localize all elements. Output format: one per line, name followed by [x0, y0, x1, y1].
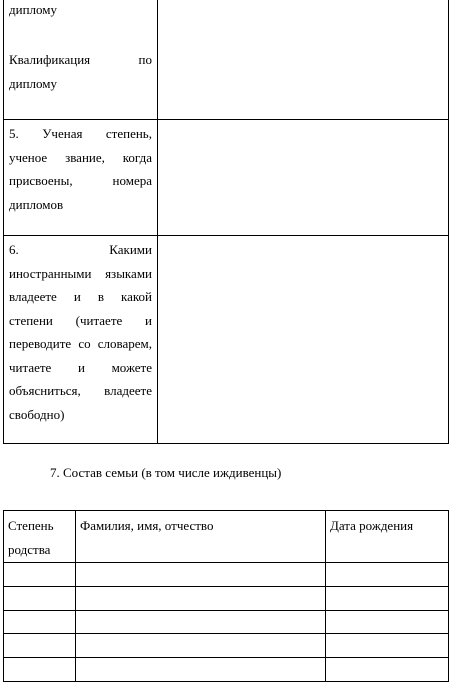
- family-cell[interactable]: [326, 563, 449, 587]
- form-label-line: 5. Ученая степень,: [9, 126, 152, 141]
- family-cell[interactable]: [4, 563, 76, 587]
- family-cell[interactable]: [4, 586, 76, 610]
- family-cell[interactable]: [76, 563, 326, 587]
- form-answer-cell[interactable]: [158, 236, 449, 444]
- family-cell[interactable]: [326, 634, 449, 658]
- form-label-line: диплому: [9, 75, 57, 91]
- qualification-word: Квалификация: [9, 52, 91, 67]
- family-cell[interactable]: [326, 658, 449, 682]
- family-table-header-row: [4, 511, 449, 563]
- form-label-cell: [4, 120, 158, 236]
- family-cell[interactable]: [326, 610, 449, 634]
- form-label-line: ученое звание, когда: [9, 149, 152, 165]
- personal-form-table: [3, 0, 449, 444]
- form-label-cell: [4, 236, 158, 444]
- qualification-po: по: [138, 52, 152, 67]
- form-label-line: диплому: [9, 2, 57, 17]
- form-label-line: [9, 48, 152, 72]
- column-header-full-name: Фамилия, имя, отчество: [80, 518, 214, 533]
- family-table: [3, 510, 449, 682]
- family-cell[interactable]: [76, 586, 326, 610]
- table-row: [4, 634, 449, 658]
- form-answer-cell[interactable]: [158, 120, 449, 236]
- form-label-line: 6. Какими: [9, 242, 152, 257]
- form-label-line: объясниться, владеете: [9, 383, 152, 398]
- family-section-heading: 7. Состав семьи (в том числе иждивенцы): [50, 465, 282, 480]
- family-cell[interactable]: [4, 658, 76, 682]
- table-row: [4, 586, 449, 610]
- form-answer-cell[interactable]: [158, 0, 449, 120]
- form-label-line: читаете и можете: [9, 359, 152, 375]
- form-row-qualification: [4, 0, 449, 120]
- family-cell[interactable]: [76, 658, 326, 682]
- form-label-line: переводите со словарем,: [9, 336, 152, 351]
- form-label-line: свободно): [9, 406, 65, 422]
- column-header-relation: Степень родства: [8, 518, 54, 557]
- form-row-languages: [4, 236, 449, 444]
- family-cell[interactable]: [4, 634, 76, 658]
- form-label-line: дипломов: [9, 196, 64, 212]
- table-row: [4, 563, 449, 587]
- family-header-cell: [326, 511, 449, 563]
- column-header-birth-date: Дата рождения: [330, 518, 414, 533]
- family-cell[interactable]: [76, 634, 326, 658]
- form-label-line: присвоены, номера: [9, 173, 152, 188]
- form-row-degree: [4, 120, 449, 236]
- form-label-line: владеете и в какой: [9, 289, 152, 304]
- form-label-line: степени (читаете и: [9, 312, 152, 328]
- family-cell[interactable]: [76, 610, 326, 634]
- table-row: [4, 658, 449, 682]
- family-header-cell: [4, 511, 76, 563]
- form-label-line: иностранными языками: [9, 265, 152, 281]
- form-label-cell: [4, 0, 158, 120]
- family-header-cell: [76, 511, 326, 563]
- family-cell[interactable]: [4, 610, 76, 634]
- family-cell[interactable]: [326, 586, 449, 610]
- table-row: [4, 610, 449, 634]
